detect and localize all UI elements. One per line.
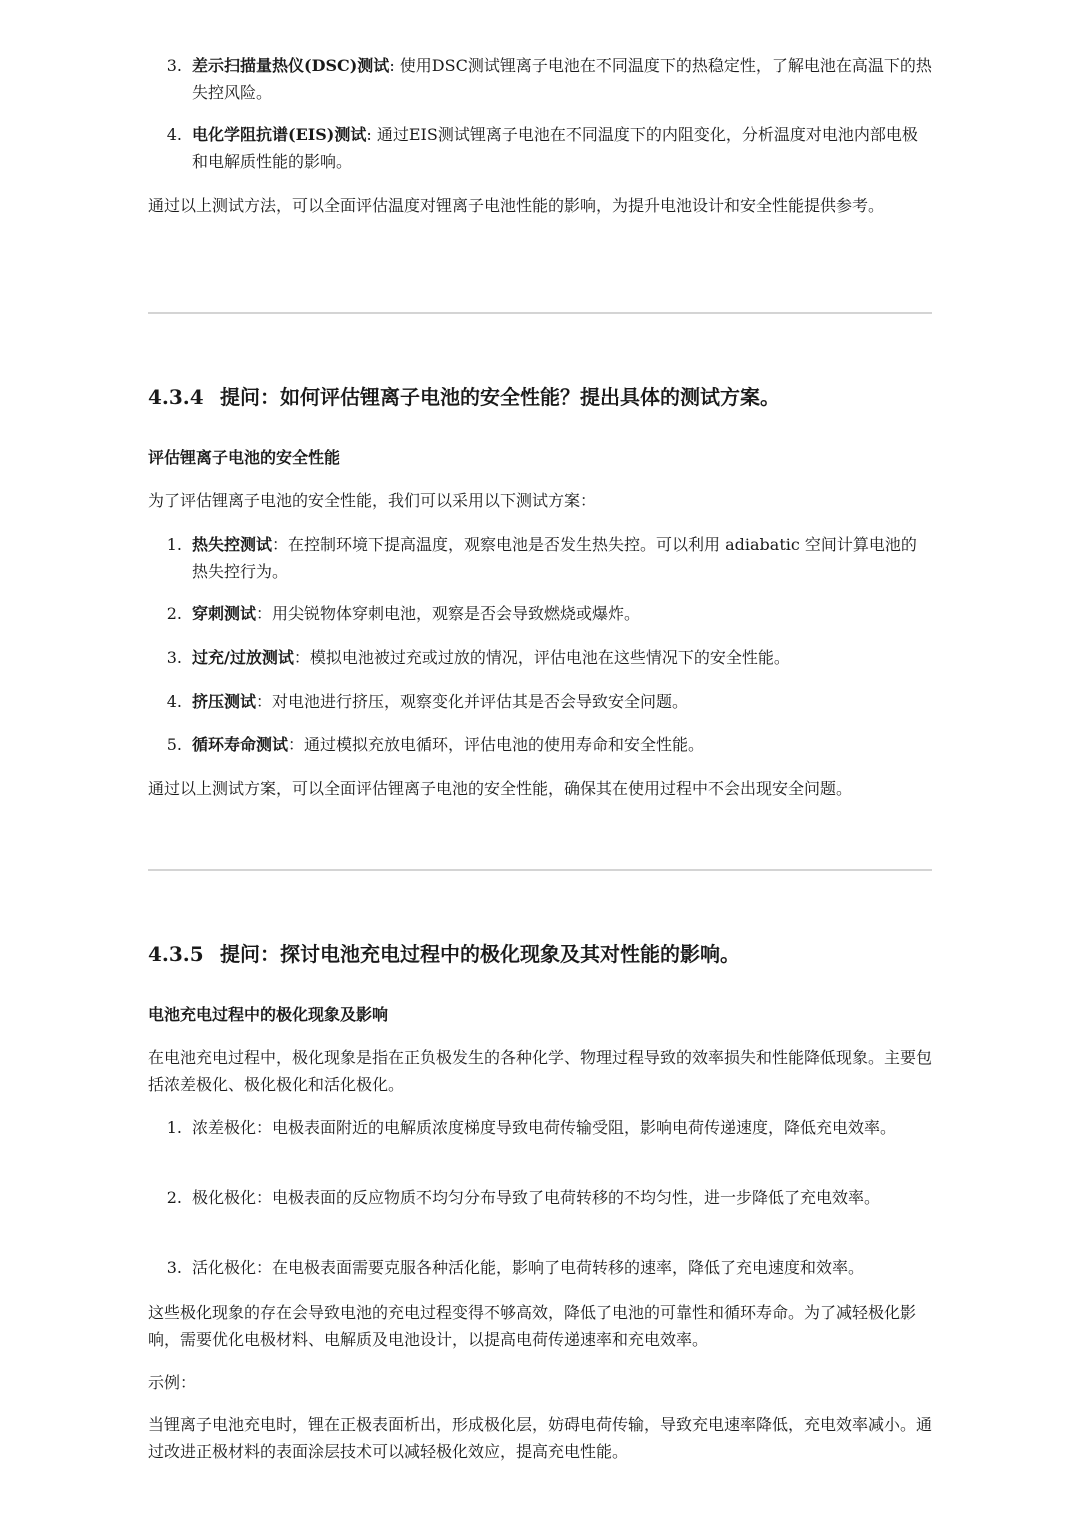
list-item xyxy=(148,1184,932,1211)
list-number: 4. xyxy=(166,125,182,144)
list-term: 穿刺测试 xyxy=(192,604,257,623)
list-item xyxy=(148,52,932,106)
intro-paragraph: 在电池充电过程中，极化现象是指在正负极发生的各种化学、物理过程导致的效率损失和性能降低现象。主要包括浓差极化、极化极化和活化极化。 xyxy=(148,1048,933,1094)
subsection-heading: 电池充电过程中的极化现象及影响 xyxy=(148,1005,389,1024)
list-number: 3. xyxy=(166,1258,182,1277)
list-text: 活化极化：在电极表面需要克服各种活化能，影响了电荷转移的速率，降低了充电速度和效率。 xyxy=(192,1258,865,1277)
list-item xyxy=(148,600,932,627)
list-number: 3. xyxy=(166,56,182,75)
section-divider xyxy=(148,312,932,314)
list-number: 1. xyxy=(166,535,182,554)
list-term: 差示扫描量热仪(DSC)测试 xyxy=(192,56,390,75)
list-item xyxy=(148,531,932,585)
list-item xyxy=(148,1254,932,1281)
section-title: 提问：如何评估锂离子电池的安全性能？提出具体的测试方案。 xyxy=(220,385,780,409)
intro-paragraph: 为了评估锂离子电池的安全性能，我们可以采用以下测试方案： xyxy=(148,491,597,510)
list-number: 4. xyxy=(166,692,182,711)
list-text: : 通过EIS测试锂离子电池在不同温度下的内阻变化，分析温度对电池内部电极和电解质性能的影响。 xyxy=(192,125,918,171)
list-number: 1. xyxy=(166,1118,182,1137)
list-term: 过充/过放测试 xyxy=(192,648,294,667)
list-text: ：对电池进行挤压，观察变化并评估其是否会导致安全问题。 xyxy=(256,692,689,711)
list-item xyxy=(148,731,932,758)
list-text: : 使用DSC测试锂离子电池在不同温度下的热稳定性，了解电池在高温下的热失控风险。 xyxy=(192,56,932,102)
example-label: 示例： xyxy=(148,1373,197,1392)
section-number: 4.3.5 xyxy=(148,942,204,966)
list-item xyxy=(148,644,932,671)
list-text: ：用尖锐物体穿刺电池，观察是否会导致燃烧或爆炸。 xyxy=(256,604,641,623)
section-title: 提问：探讨电池充电过程中的极化现象及其对性能的影响。 xyxy=(220,942,740,966)
list-text: 浓差极化：电极表面附近的电解质浓度梯度导致电荷传输受阻，影响电荷传递速度，降低充电效率。 xyxy=(192,1118,897,1137)
section-number: 4.3.4 xyxy=(148,385,204,409)
subsection-heading: 评估锂离子电池的安全性能 xyxy=(148,448,341,467)
list-term: 热失控测试 xyxy=(192,535,273,554)
conclusion-paragraph: 通过以上测试方案，可以全面评估锂离子电池的安全性能，确保其在使用过程中不会出现安全问题。 xyxy=(148,779,853,798)
list-number: 2. xyxy=(166,604,182,623)
list-text: ：模拟电池被过充或过放的情况，评估电池在这些情况下的安全性能。 xyxy=(293,648,790,667)
list-term: 循环寿命测试 xyxy=(192,735,289,754)
list-number: 2. xyxy=(166,1188,182,1207)
list-item xyxy=(148,1114,932,1141)
summary-paragraph: 这些极化现象的存在会导致电池的充电过程变得不够高效，降低了电池的可靠性和循环寿命。为了减轻极化影响，需要优化电极材料、电解质及电池设计，以提高电荷传递速率和充电效率。 xyxy=(148,1303,917,1349)
section-divider xyxy=(148,869,932,871)
conclusion-paragraph: 通过以上测试方法，可以全面评估温度对锂离子电池性能的影响，为提升电池设计和安全性能提供参考。 xyxy=(148,196,885,215)
list-item xyxy=(148,688,932,715)
list-text: ：在控制环境下提高温度，观察电池是否发生热失控。可以利用 adiabatic 空间计算电池的热失控行为。 xyxy=(192,535,917,581)
section-heading xyxy=(148,383,932,411)
list-number: 3. xyxy=(166,648,182,667)
list-term: 电化学阻抗谱(EIS)测试 xyxy=(192,125,367,144)
list-text: ：通过模拟充放电循环，评估电池的使用寿命和安全性能。 xyxy=(288,735,705,754)
example-paragraph: 当锂离子电池充电时，锂在正极表面析出，形成极化层，妨碍电荷传输，导致充电速率降低，充电效率减小。通过改进正极材料的表面涂层技术可以减轻极化效应，提高充电性能。 xyxy=(148,1415,933,1461)
section-heading xyxy=(148,940,932,968)
list-item xyxy=(148,121,932,175)
list-number: 5. xyxy=(166,735,182,754)
list-term: 挤压测试 xyxy=(192,692,257,711)
list-text: 极化极化：电极表面的反应物质不均匀分布导致了电荷转移的不均匀性，进一步降低了充电效率。 xyxy=(192,1188,881,1207)
